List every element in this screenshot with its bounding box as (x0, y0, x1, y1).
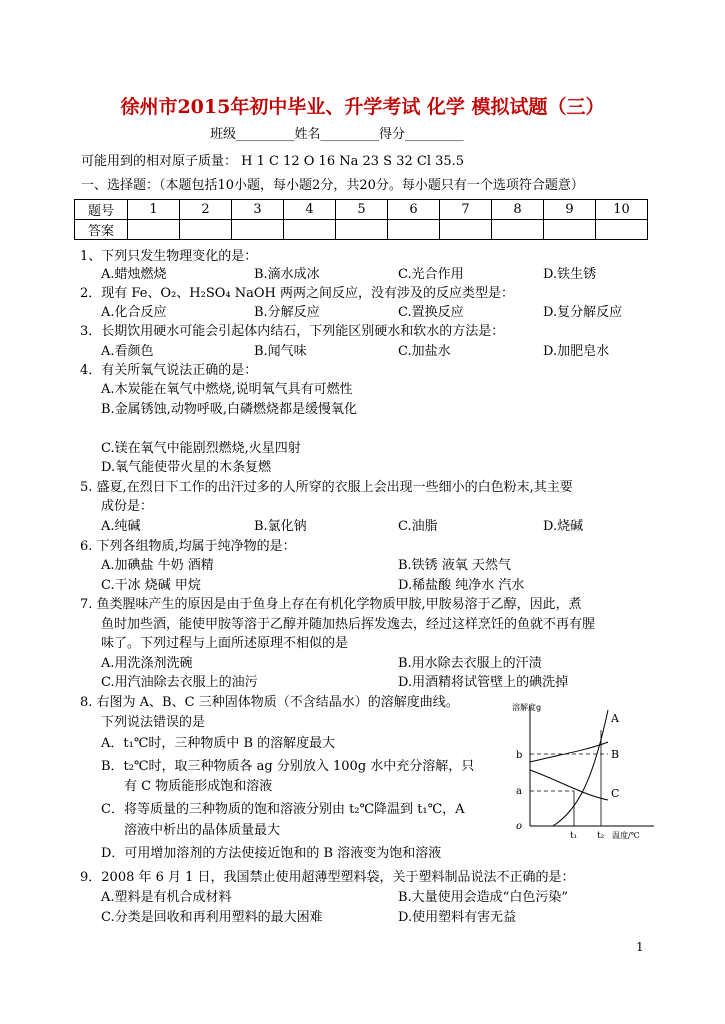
atomic-masses: 可能用到的相对原子质量： H 1 C 12 O 16 Na 23 S 32 Cl 35.5 (81, 154, 465, 169)
chart-xlabel: 温度/℃ (612, 831, 640, 840)
solubility-curve-chart (508, 700, 658, 840)
table-cell-number: 7 (440, 200, 492, 220)
question-4-option-c: C.镁在氧气中能剧烈燃烧,火星四射 (101, 441, 301, 456)
answer-table (74, 199, 648, 240)
page-title: 徐州市2015年初中毕业、升学考试 化学 模拟试题（三） (120, 96, 605, 118)
question-4-option-d: D.氧气能使带火星的木条复燃 (101, 460, 272, 475)
answer-cell[interactable] (388, 220, 440, 240)
tick-label-b: b (516, 750, 523, 761)
answer-table-row-numbers (75, 200, 648, 220)
question-2-stem: 2．现有 Fe、O₂、H₂SO₄ NaOH 两两之间反应，没有涉及的反应类型是： (80, 286, 514, 301)
table-cell-label: 题号 (75, 200, 128, 220)
curve-label-c: C (611, 787, 620, 800)
question-5-option-a: A.纯碱 (101, 519, 141, 534)
question-6-option-d: D.稀盐酸 纯净水 汽水 (398, 578, 525, 593)
question-8-option-d: D．可用增加溶剂的方法使接近饱和的 B 溶液变为饱和溶液 (101, 846, 442, 861)
question-5-stem: 5. 盛夏,在烈日下工作的出汗过多的人所穿的衣服上会出现一些细小的白色粉末,其主要 (80, 480, 573, 495)
question-8-option-c: C．将等质量的三种物质的饱和溶液分别由 t₂℃降温到 t₁℃，A (101, 802, 465, 817)
answer-cell[interactable] (180, 220, 232, 240)
table-cell-number: 3 (232, 200, 284, 220)
question-5-option-c: C.油脂 (398, 519, 438, 534)
question-2-option-a: A.化合反应 (101, 305, 167, 320)
question-7-option-c: C.用汽油除去衣服上的油污 (101, 675, 258, 690)
section-heading: 一、选择题：（本题包括10小题，每小题2分，共20分。每小题只有一个选项符合题意） (81, 178, 584, 193)
curve-b (530, 742, 608, 762)
question-8-stem: 8. 右图为 A、B、C 三种固体物质（不含结晶水）的溶解度曲线。 (80, 695, 459, 710)
question-2-option-c: C.置换反应 (398, 305, 464, 320)
curve-a (553, 710, 608, 826)
question-8-option-b: B．t₂℃时，取三种物质各 ag 分别放入 100g 水中充分溶解，只 (101, 759, 475, 774)
question-9-stem: 9．2008 年 6 月 1 日，我国禁止使用超薄型塑料袋，关于塑料制品说法不正确的是： (80, 870, 575, 885)
question-3-option-d: D.加肥皂水 (543, 344, 610, 359)
question-8-option-b-cont: 有 C 物质能形成饱和溶液 (124, 779, 273, 794)
tick-label-t1: t₁ (570, 831, 578, 840)
question-7-option-b: B.用水除去衣服上的汗渍 (398, 656, 542, 671)
question-1-option-a: A.蜡烛燃烧 (101, 267, 167, 282)
answer-cell[interactable] (440, 220, 492, 240)
question-5-stem-cont: 成份是： (101, 499, 154, 514)
question-1-option-d: D.铁生锈 (543, 267, 597, 282)
question-1-option-c: C.光合作用 (398, 267, 464, 282)
table-cell-number: 9 (544, 200, 596, 220)
answer-cell[interactable] (128, 220, 180, 240)
question-3-option-c: C.加盐水 (398, 344, 451, 359)
table-cell-number: 2 (180, 200, 232, 220)
question-7-stem-cont: 味了。下列过程与上面所述原理不相似的是 (101, 636, 349, 651)
answer-cell[interactable] (596, 220, 648, 240)
answer-cell[interactable] (492, 220, 544, 240)
table-cell-number: 4 (284, 200, 336, 220)
student-info-line: 班级_________姓名_________得分_________ (210, 127, 464, 142)
table-cell-number: 6 (388, 200, 440, 220)
question-4-option-a: A.木炭能在氧气中燃烧,说明氧气具有可燃性 (101, 382, 353, 397)
table-cell-number: 8 (492, 200, 544, 220)
curve-label-b: B (611, 748, 620, 761)
question-6-option-c: C.干冰 烧碱 甲烷 (101, 578, 201, 593)
answer-cell[interactable] (232, 220, 284, 240)
question-2-option-b: B.分解反应 (254, 305, 320, 320)
question-3-stem: 3．长期饮用硬水可能会引起体内结石，下列能区别硬水和软水的方法是： (80, 324, 505, 339)
question-9-option-c: C.分类是回收和再利用塑料的最大困难 (101, 910, 323, 925)
question-7-option-d: D.用酒精将试管壁上的碘洗掉 (398, 675, 569, 690)
question-4-stem: 4．有关所氧气说法正确的是： (80, 363, 258, 378)
table-cell-number: 10 (596, 200, 648, 220)
question-7-stem: 7. 鱼类腥味产生的原因是由于鱼身上存在有机化学物质甲胺,甲胺易溶于乙醇，因此，煮 (80, 597, 582, 612)
answer-cell[interactable] (284, 220, 336, 240)
question-6-option-b: B.铁锈 液氧 天然气 (398, 558, 511, 573)
answer-cell[interactable] (544, 220, 596, 240)
question-1-option-b: B.滴水成冰 (254, 267, 320, 282)
question-1-stem: 1、下列只发生物理变化的是： (80, 249, 258, 264)
question-5-option-b: B.氯化钠 (254, 519, 307, 534)
answer-cell[interactable] (336, 220, 388, 240)
table-cell-number: 5 (336, 200, 388, 220)
question-7-option-a: A.用洗涤剂洗碗 (101, 656, 193, 671)
table-cell-number: 1 (128, 200, 180, 220)
curve-label-a: A (611, 712, 619, 725)
tick-label-t2: t₂ (597, 831, 605, 840)
answer-table-row-answers (75, 220, 648, 240)
question-8-stem-cont: 下列说法错误的是 (101, 715, 206, 730)
question-6-stem: 6. 下列各组物质,均属于纯净物的是： (80, 539, 296, 554)
question-8-option-c-cont: 溶液中析出的晶体质量最大 (124, 823, 281, 838)
table-cell-label: 答案 (75, 220, 128, 240)
tick-label-a: a (516, 786, 522, 797)
question-9-option-d: D.使用塑料有害无益 (398, 910, 517, 925)
page-number: 1 (636, 940, 644, 954)
question-4-option-b: B.金属锈蚀,动物呼吸,白磷燃烧都是缓慢氧化 (101, 402, 357, 417)
question-7-stem-cont: 鱼时加些酒，能使甲胺等溶于乙醇并随加热后挥发逸去，经过这样烹饪的鱼就不再有腥 (101, 617, 596, 632)
chart-origin: o (516, 821, 523, 832)
question-9-option-a: A.塑料是有机合成材料 (101, 890, 232, 905)
question-6-option-a: A.加碘盐 牛奶 酒精 (101, 558, 214, 573)
question-2-option-d: D.复分解反应 (543, 305, 623, 320)
curve-c (530, 770, 608, 800)
chart-ylabel: 溶解度g (512, 703, 542, 712)
question-8-option-a: A．t₁℃时，三种物质中 B 的溶解度最大 (101, 736, 336, 751)
question-3-option-b: B.闻气味 (254, 344, 307, 359)
question-9-option-b: B.大量使用会造成“白色污染” (398, 890, 568, 905)
question-5-option-d: D.烧碱 (543, 519, 584, 534)
question-3-option-a: A.看颜色 (101, 344, 154, 359)
